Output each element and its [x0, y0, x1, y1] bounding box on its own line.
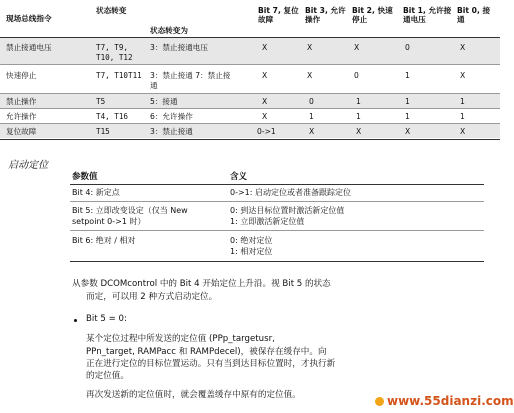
header-bit0: Bit 0, 接通	[457, 6, 491, 24]
body-paragraph: 的定位值。	[86, 371, 129, 381]
cell-parameter: setpoint 0->1 时）	[72, 217, 146, 226]
cell-bit0: X	[460, 43, 466, 52]
cell-command: 允许操作	[6, 112, 37, 121]
header-parameter: 参数值	[72, 172, 98, 182]
cell-transition: T7, T9,	[96, 43, 129, 52]
body-paragraph: PPn_target, RAMPacc 和 RAMPdecel)，被保存在缓存中。向	[86, 347, 327, 357]
cell-transition-to: 3：禁止接通 7：禁止接	[150, 71, 231, 80]
watermark-text: www.55dianzi.com	[387, 394, 514, 408]
table-bottom-rule	[0, 139, 500, 140]
state-transition-table	[0, 0, 500, 142]
cell-parameter: Bit 5: 立即改变设定（仅当 New	[72, 206, 188, 215]
cell-transition: T4, T16	[96, 112, 129, 121]
header-rule	[70, 184, 484, 185]
cell-bit1: 1	[405, 112, 410, 121]
row-rule	[70, 201, 484, 202]
cell-bit7: X	[262, 97, 268, 106]
cell-command: 禁止接通电压	[6, 43, 52, 52]
table-bottom-rule	[70, 261, 484, 262]
header-bit7: Bit 7, 复位故障	[258, 6, 299, 24]
cell-bit2: 1	[356, 97, 361, 106]
cell-bit2: 1	[356, 112, 361, 121]
watermark-logo-icon	[375, 397, 384, 406]
row-rule	[70, 230, 484, 231]
header-transition: 状态转变	[96, 6, 127, 15]
cell-meaning: 0: 绝对定位	[230, 236, 273, 245]
header-fieldbus-command: 现场总线指令	[6, 14, 52, 23]
cell-bit3: X	[307, 43, 313, 52]
cell-bit3: X	[309, 127, 315, 136]
body-paragraph: 再次发送新的定位值时，就会覆盖缓存中原有的定位值。	[86, 390, 301, 400]
cell-bit0: 1	[460, 112, 465, 121]
header-bit3: Bit 3, 允许操作	[305, 6, 346, 24]
cell-transition-to: 5：接通	[150, 97, 178, 106]
cell-meaning: 1: 立即激活新定位值	[230, 217, 305, 226]
bullet-icon	[74, 319, 77, 322]
cell-transition-to: 通	[150, 81, 158, 90]
cell-bit0: X	[460, 71, 466, 80]
table-row	[0, 38, 500, 64]
cell-bit3: X	[307, 71, 313, 80]
header-transition-to: 状态转变为	[150, 26, 188, 35]
cell-meaning: 0: 到达目标位置时激活新定位值	[230, 206, 345, 215]
table-row	[0, 124, 500, 138]
cell-bit1: 0	[405, 43, 410, 52]
row-rule	[0, 64, 500, 65]
header-bit2: Bit 2, 快速 停止	[352, 6, 393, 24]
cell-command: 禁止操作	[6, 97, 37, 106]
body-paragraph: 而定，可以用 2 种方式启动定位。	[86, 292, 218, 302]
cell-bit0: X	[460, 127, 466, 136]
body-paragraph: 某个定位过程中所发送的定位值 (PPp_targetusr,	[86, 334, 275, 344]
cell-bit7: X	[262, 71, 268, 80]
cell-command: 快速停止	[6, 71, 37, 80]
cell-bit1: X	[405, 127, 411, 136]
cell-bit7: X	[262, 43, 268, 52]
cell-bit7: X	[262, 112, 268, 121]
cell-meaning: 1: 相对定位	[230, 247, 273, 256]
header-meaning: 含义	[230, 172, 248, 182]
section-title: 启动定位	[8, 160, 48, 171]
cell-parameter: Bit 4: 新定点	[72, 188, 120, 197]
cell-bit3: 0	[309, 97, 314, 106]
cell-bit2: X	[354, 43, 360, 52]
cell-bit1: 1	[405, 71, 410, 80]
bullet-text: Bit 5 = 0:	[86, 314, 127, 324]
header-bit1: Bit 1, 允许接通电压	[403, 6, 452, 24]
cell-parameter: Bit 6: 绝对 / 相对	[72, 236, 136, 245]
cell-bit1: 1	[405, 97, 410, 106]
cell-transition-to: 3：禁止接通电压	[150, 43, 208, 52]
cell-transition: T15	[96, 127, 110, 136]
cell-command: 复位故障	[6, 127, 37, 136]
cell-transition: T5	[96, 97, 106, 106]
cell-bit0: 1	[460, 97, 465, 106]
cell-bit2: X	[356, 127, 362, 136]
body-paragraph: 正在进行定位的目标位置运动。只有当到达目标位置时，才执行新	[86, 359, 336, 369]
row-rule	[0, 108, 500, 109]
cell-transition-to: 6：允许操作	[150, 112, 193, 121]
cell-meaning: 0->1: 启动定位或者准备跟踪定位	[230, 188, 352, 197]
cell-bit2: 0	[354, 71, 359, 80]
table-row	[0, 94, 500, 108]
cell-transition: T10, T12	[96, 53, 133, 62]
cell-transition-to: 3：禁止接通	[150, 127, 193, 136]
cell-bit7: 0->1	[257, 127, 276, 136]
cell-transition: T7, T10T11	[96, 71, 142, 80]
cell-bit3: 1	[309, 112, 314, 121]
body-paragraph: 从参数 DCOMcontrol 中的 Bit 4 开始定位上升沿。视 Bit 5 的状态	[72, 279, 331, 289]
